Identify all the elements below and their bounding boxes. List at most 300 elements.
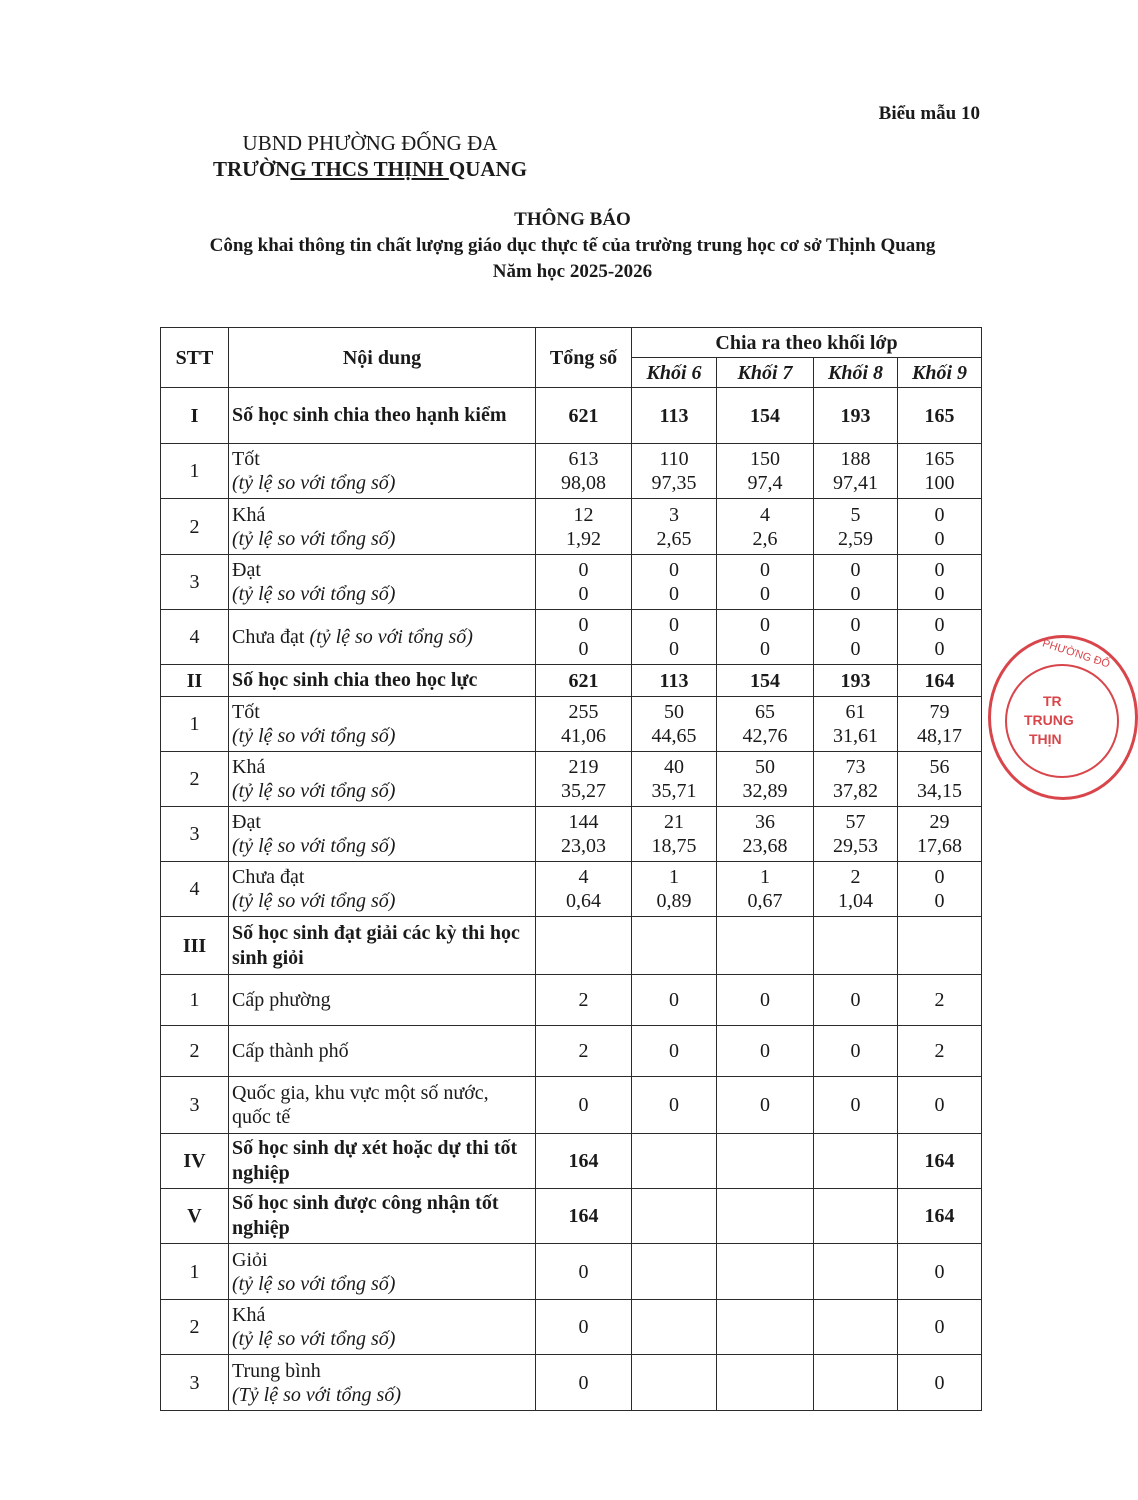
table-row: [161, 975, 982, 1026]
ratio-value: 48,17: [917, 725, 963, 747]
count-value: 0: [669, 989, 679, 1011]
document-title: [160, 207, 985, 285]
count-value: 12: [573, 503, 594, 526]
ratio-value: 0: [850, 638, 861, 660]
value-cell: [632, 665, 717, 697]
count-value: 154: [750, 404, 780, 427]
value-cell: [632, 388, 717, 444]
table-row: [161, 555, 982, 610]
row-label: [229, 499, 536, 555]
count-value: 0: [578, 614, 589, 636]
header-grade-8: Khối 8: [814, 358, 898, 388]
count-value: 0: [934, 866, 945, 888]
value-cell: [898, 499, 982, 555]
value-cell: [814, 975, 898, 1026]
count-value: 0: [934, 1260, 945, 1283]
count-value: 150: [750, 448, 780, 470]
value-cell: [717, 752, 814, 807]
ratio-value: 0: [934, 583, 945, 605]
count-value: 188: [840, 448, 871, 470]
header-grade-group: Chia ra theo khối lớp: [632, 328, 982, 358]
row-stt: 3: [161, 1355, 229, 1411]
section-row: [161, 917, 982, 975]
count-value: 0: [669, 1094, 679, 1116]
row-stt: III: [161, 917, 229, 975]
value-cell: [632, 1355, 717, 1411]
row-label-ratio-note: (tỷ lệ so với tổng số): [232, 1328, 396, 1350]
ratio-value: 31,61: [833, 725, 878, 747]
value-cell: [536, 1300, 632, 1355]
count-value: 4: [578, 866, 589, 888]
count-value: 4: [760, 503, 770, 526]
count-value: 0: [934, 1316, 945, 1338]
value-cell: [632, 1134, 717, 1189]
value-cell: [717, 610, 814, 665]
count-value: 5: [850, 503, 861, 526]
row-stt: 4: [161, 862, 229, 917]
row-label: [229, 610, 536, 665]
count-value: 40: [664, 756, 684, 778]
ratio-value: 1,04: [838, 890, 873, 912]
count-value: 3: [669, 503, 679, 526]
count-value: 0: [760, 1094, 770, 1116]
ratio-value: 18,75: [651, 835, 697, 857]
table-row: [161, 807, 982, 862]
official-stamp: [988, 635, 1138, 800]
value-cell: [814, 862, 898, 917]
row-label-ratio-note: (tỷ lệ so với tổng số): [232, 725, 396, 747]
value-cell: [717, 388, 814, 444]
count-value: 164: [924, 1150, 955, 1172]
header-grade-6: Khối 6: [632, 358, 717, 388]
row-label-text: Đạt: [232, 811, 261, 833]
value-cell: [898, 697, 982, 752]
count-value: 0: [934, 614, 945, 636]
row-stt: 3: [161, 1077, 229, 1134]
value-cell: [814, 917, 898, 975]
count-value: 165: [924, 448, 955, 470]
ratio-value: 42,76: [742, 725, 788, 747]
count-value: 2: [850, 866, 861, 888]
value-cell: [632, 610, 717, 665]
row-label-ratio-note: (Tỷ lệ so với tổng số): [232, 1383, 401, 1406]
value-cell: [536, 444, 632, 499]
value-cell: [898, 975, 982, 1026]
ratio-value: 0,89: [656, 890, 692, 912]
ratio-value: 41,06: [561, 725, 606, 747]
row-label-text: Khá: [232, 503, 266, 526]
value-cell: [632, 975, 717, 1026]
count-value: 21: [664, 811, 684, 833]
count-value: 1: [760, 866, 770, 888]
count-value: 0: [850, 989, 861, 1011]
count-value: 110: [659, 448, 689, 470]
value-cell: [814, 665, 898, 697]
ratio-value: 100: [924, 472, 955, 494]
section-row: [161, 388, 982, 444]
value-cell: [898, 1026, 982, 1077]
ratio-value: 44,65: [651, 725, 697, 747]
row-stt: I: [161, 388, 229, 444]
value-cell: [898, 610, 982, 665]
school-year: Năm học 2025-2026: [492, 261, 653, 282]
row-stt: II: [161, 665, 229, 697]
value-cell: [814, 444, 898, 499]
value-cell: [536, 752, 632, 807]
value-cell: [717, 555, 814, 610]
row-label: [229, 862, 536, 917]
row-label-ratio-note: (tỷ lệ so với tổng số): [232, 1272, 396, 1295]
table-row: [161, 1355, 982, 1411]
count-value: 0: [934, 1371, 945, 1394]
value-cell: [717, 1026, 814, 1077]
value-cell: [898, 555, 982, 610]
table-row: [161, 697, 982, 752]
row-label-ratio-note: (tỷ lệ so với tổng số): [232, 472, 396, 494]
row-stt: V: [161, 1189, 229, 1244]
value-cell: [536, 697, 632, 752]
row-label-text: Giỏi: [232, 1248, 268, 1271]
row-label: [229, 752, 536, 807]
value-cell: [717, 444, 814, 499]
row-stt: 1: [161, 444, 229, 499]
value-cell: [814, 1189, 898, 1244]
value-cell: [898, 665, 982, 697]
value-cell: [632, 499, 717, 555]
value-cell: [536, 1077, 632, 1134]
ratio-value: 0: [578, 638, 589, 660]
value-cell: [632, 1026, 717, 1077]
value-cell: [717, 665, 814, 697]
value-cell: [536, 807, 632, 862]
value-cell: [632, 1077, 717, 1134]
value-cell: [898, 1134, 982, 1189]
count-value: 621: [568, 669, 599, 692]
row-label: [229, 1355, 536, 1411]
ratio-value: 0: [850, 583, 861, 605]
ratio-value: 97,4: [747, 472, 783, 494]
value-cell: [898, 444, 982, 499]
count-value: 193: [840, 669, 871, 692]
value-cell: [536, 975, 632, 1026]
value-cell: [632, 807, 717, 862]
count-value: 2: [934, 1040, 945, 1062]
count-value: 0: [934, 559, 945, 581]
row-label-text: Chưa đạt: [232, 626, 310, 648]
value-cell: [898, 1189, 982, 1244]
value-cell: [632, 444, 717, 499]
count-value: 0: [850, 614, 861, 636]
row-label: [229, 807, 536, 862]
value-cell: [717, 1134, 814, 1189]
value-cell: [814, 1355, 898, 1411]
count-value: 165: [924, 404, 955, 427]
ratio-value: 29,53: [833, 835, 878, 857]
count-value: 73: [845, 756, 866, 778]
value-cell: [536, 862, 632, 917]
school-name-underlined: G THCS THỊNH: [290, 157, 449, 181]
ratio-value: 0: [669, 638, 679, 660]
ratio-value: 0: [934, 890, 945, 912]
row-label: Quốc gia, khu vực một số nước, quốc tế: [229, 1077, 536, 1134]
row-label-ratio-note: (tỷ lệ so với tổng số): [232, 890, 396, 912]
row-label: Số học sinh chia theo hạnh kiểm: [229, 388, 536, 444]
statistics-table: [160, 327, 982, 1411]
count-value: 36: [755, 811, 775, 833]
count-value: 0: [934, 1094, 945, 1116]
value-cell: [536, 1189, 632, 1244]
value-cell: [717, 917, 814, 975]
count-value: 0: [669, 559, 679, 581]
row-stt: 2: [161, 752, 229, 807]
value-cell: [717, 1300, 814, 1355]
row-label-text: Đạt: [232, 559, 261, 581]
value-cell: [717, 1077, 814, 1134]
value-cell: [632, 697, 717, 752]
row-label-text: Tốt: [232, 448, 260, 470]
agency-name: UBND PHƯỜNG ĐỐNG ĐA: [242, 131, 498, 155]
table-row: [161, 752, 982, 807]
row-label: Cấp phường: [229, 975, 536, 1026]
table-row: [161, 499, 982, 555]
stamp-line-1: TR: [1043, 693, 1062, 709]
count-value: 0: [578, 1094, 589, 1116]
ratio-value: 0: [669, 583, 679, 605]
section-row: [161, 665, 982, 697]
stamp-line-2: TRUNG: [1024, 712, 1074, 728]
row-label: Cấp thành phố: [229, 1026, 536, 1077]
value-cell: [814, 1077, 898, 1134]
value-cell: [536, 388, 632, 444]
value-cell: [536, 1134, 632, 1189]
count-value: 0: [760, 559, 770, 581]
count-value: 144: [568, 811, 599, 833]
count-value: 57: [845, 811, 866, 833]
value-cell: [814, 807, 898, 862]
row-label-text: Khá: [232, 756, 266, 778]
count-value: 50: [664, 701, 684, 723]
value-cell: [814, 1244, 898, 1300]
count-value: 79: [929, 701, 950, 723]
value-cell: [717, 499, 814, 555]
value-cell: [898, 807, 982, 862]
row-label: [229, 1300, 536, 1355]
count-value: 154: [750, 669, 780, 692]
ratio-value: 0,64: [566, 890, 601, 912]
value-cell: [814, 1134, 898, 1189]
section-row: [161, 1189, 982, 1244]
ratio-value: 2,59: [838, 527, 873, 550]
value-cell: [898, 1244, 982, 1300]
value-cell: [898, 1077, 982, 1134]
value-cell: [536, 665, 632, 697]
count-value: 50: [755, 756, 775, 778]
row-label-ratio-note: (tỷ lệ so với tổng số): [232, 583, 396, 605]
title: THÔNG BÁO: [514, 209, 631, 230]
count-value: 1: [669, 866, 679, 888]
table-row: [161, 862, 982, 917]
ratio-value: 0: [934, 638, 945, 660]
count-value: 164: [568, 1205, 599, 1227]
value-cell: [898, 1300, 982, 1355]
value-cell: [898, 862, 982, 917]
count-value: 65: [755, 701, 775, 723]
value-cell: [536, 1244, 632, 1300]
count-value: 0: [850, 559, 861, 581]
ratio-value: 34,15: [917, 780, 963, 802]
row-label: [229, 555, 536, 610]
value-cell: [898, 1355, 982, 1411]
row-label-text: Khá: [232, 1304, 266, 1326]
ratio-value: 32,89: [742, 780, 788, 802]
value-cell: [632, 1244, 717, 1300]
value-cell: [814, 555, 898, 610]
value-cell: [814, 697, 898, 752]
header-total: Tổng số: [536, 328, 632, 388]
ratio-value: 98,08: [561, 472, 606, 494]
count-value: 2: [578, 1040, 589, 1062]
issuing-agency: [180, 130, 560, 182]
row-stt: 3: [161, 807, 229, 862]
count-value: 0: [578, 1371, 589, 1394]
value-cell: [717, 1355, 814, 1411]
count-value: 0: [760, 989, 770, 1011]
row-label: [229, 444, 536, 499]
section-row: [161, 1134, 982, 1189]
row-label: Số học sinh đạt giải các kỳ thi học sinh giỏi: [229, 917, 536, 975]
row-label: Số học sinh chia theo học lực: [229, 665, 536, 697]
table-row: [161, 444, 982, 499]
ratio-value: 23,68: [742, 835, 788, 857]
ratio-value: 35,71: [651, 780, 697, 802]
table-row: [161, 1244, 982, 1300]
value-cell: [632, 917, 717, 975]
count-value: 613: [568, 448, 599, 470]
row-label: Số học sinh dự xét hoặc dự thi tốt nghiệp: [229, 1134, 536, 1189]
table-row: [161, 1026, 982, 1077]
row-label-text: Tốt: [232, 701, 260, 723]
value-cell: [814, 1026, 898, 1077]
school-name: [180, 156, 560, 182]
value-cell: [717, 807, 814, 862]
count-value: 0: [669, 1040, 679, 1062]
count-value: 219: [568, 756, 599, 778]
form-label: Biểu mẫu 10: [878, 103, 980, 124]
count-value: 255: [568, 701, 599, 723]
count-value: 113: [659, 404, 689, 427]
ratio-value: 0: [760, 583, 770, 605]
value-cell: [536, 610, 632, 665]
ratio-value: 37,82: [833, 780, 878, 802]
school-name-end: QUANG: [448, 157, 528, 181]
value-cell: [717, 975, 814, 1026]
row-label: [229, 1244, 536, 1300]
row-stt: 2: [161, 1300, 229, 1355]
value-cell: [814, 1300, 898, 1355]
count-value: 56: [929, 756, 950, 778]
ratio-value: 2,65: [656, 527, 692, 550]
subtitle: Công khai thông tin chất lượng giáo dục thực tế của trường trung học cơ sở Thịnh Quang: [209, 235, 936, 256]
value-cell: [536, 917, 632, 975]
count-value: 193: [840, 404, 871, 427]
ratio-value: 0: [760, 638, 770, 660]
header-stt: STT: [161, 328, 229, 388]
count-value: 0: [760, 1040, 770, 1062]
count-value: 0: [760, 614, 770, 636]
value-cell: [898, 917, 982, 975]
count-value: 0: [934, 503, 945, 526]
ratio-value: 97,41: [833, 472, 878, 494]
row-label-ratio-note: (tỷ lệ so với tổng số): [232, 835, 396, 857]
count-value: 164: [568, 1150, 599, 1172]
ratio-value: 0: [934, 527, 945, 550]
count-value: 61: [845, 701, 866, 723]
count-value: 164: [924, 1205, 955, 1227]
row-stt: 1: [161, 1244, 229, 1300]
ratio-value: 17,68: [917, 835, 963, 857]
count-value: 29: [929, 811, 950, 833]
value-cell: [632, 862, 717, 917]
table-row: [161, 1300, 982, 1355]
stamp-arc-text: PHƯỜNG ĐỐ: [1040, 637, 1112, 671]
value-cell: [632, 752, 717, 807]
value-cell: [898, 388, 982, 444]
row-label: [229, 697, 536, 752]
row-label-ratio-note: (tỷ lệ so với tổng số): [232, 780, 396, 802]
count-value: 164: [924, 669, 955, 692]
ratio-value: 0,67: [747, 890, 783, 912]
count-value: 0: [850, 1040, 861, 1062]
row-label: Số học sinh được công nhận tốt nghiệp: [229, 1189, 536, 1244]
value-cell: [717, 697, 814, 752]
value-cell: [717, 1189, 814, 1244]
ratio-value: 23,03: [561, 835, 606, 857]
row-stt: IV: [161, 1134, 229, 1189]
value-cell: [814, 388, 898, 444]
ratio-value: 0: [578, 583, 589, 605]
row-label-ratio-note: (tỷ lệ so với tổng số): [232, 527, 396, 550]
ratio-value: 35,27: [561, 780, 606, 802]
header-content: Nội dung: [229, 328, 536, 388]
ratio-value: 2,6: [752, 527, 778, 550]
row-stt: 1: [161, 975, 229, 1026]
value-cell: [814, 499, 898, 555]
header-grade-7: Khối 7: [717, 358, 814, 388]
row-stt: 3: [161, 555, 229, 610]
count-value: 0: [669, 614, 679, 636]
value-cell: [632, 1300, 717, 1355]
table-row: [161, 610, 982, 665]
value-cell: [717, 1244, 814, 1300]
school-name-start: TRƯỜN: [212, 157, 291, 181]
row-label-text: Trung bình: [232, 1359, 321, 1382]
ratio-value: 97,35: [651, 472, 697, 494]
value-cell: [814, 610, 898, 665]
value-cell: [814, 752, 898, 807]
row-stt: 2: [161, 499, 229, 555]
count-value: 2: [934, 989, 945, 1011]
value-cell: [536, 1355, 632, 1411]
value-cell: [536, 555, 632, 610]
row-label-ratio-note: (tỷ lệ so với tổng số): [309, 626, 473, 648]
value-cell: [536, 1026, 632, 1077]
table-row: [161, 1077, 982, 1134]
count-value: 621: [568, 404, 599, 427]
count-value: 2: [578, 989, 589, 1011]
stamp-line-3: THỊN: [1029, 731, 1062, 747]
row-stt: 2: [161, 1026, 229, 1077]
value-cell: [898, 752, 982, 807]
